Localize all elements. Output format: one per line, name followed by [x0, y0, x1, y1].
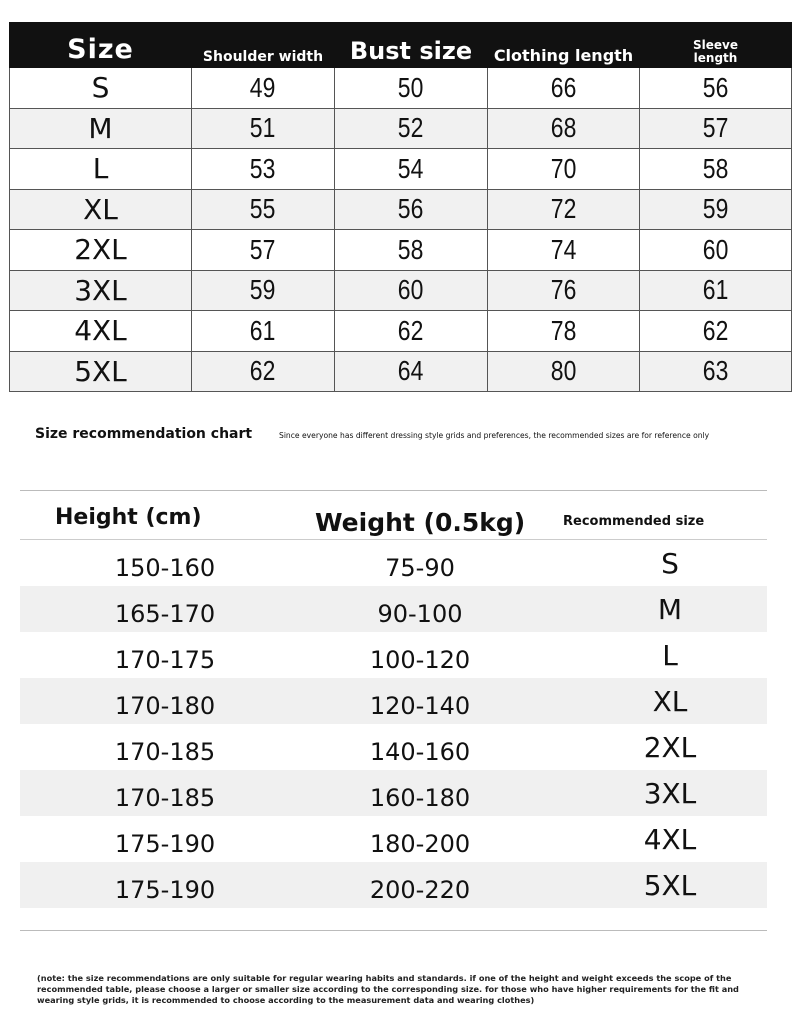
size-table-header-row — [10, 23, 792, 68]
height-value: 170-180 — [114, 692, 216, 720]
header-sleeve-line1: Sleeve — [693, 38, 738, 52]
sleeve-value: 60 — [702, 233, 729, 265]
sleeve-cell — [640, 68, 792, 109]
shoulder-cell — [192, 189, 335, 230]
size-cell: XL — [10, 189, 192, 230]
bust-value: 50 — [398, 71, 424, 103]
shoulder-cell — [192, 351, 335, 392]
bust-cell — [335, 189, 488, 230]
height-value: 170-185 — [114, 784, 216, 812]
length-cell — [488, 108, 640, 149]
size-value: 3XL — [643, 777, 697, 810]
sleeve-value: 62 — [702, 314, 729, 346]
bust-value: 54 — [398, 152, 424, 184]
shoulder-value: 62 — [250, 355, 276, 387]
recommendation-header-row — [20, 491, 767, 540]
size-value: 2XL — [643, 731, 697, 764]
bust-cell — [335, 230, 488, 271]
size-cell: 2XL — [10, 230, 192, 271]
size-cell: 4XL — [10, 311, 192, 352]
recommendation-bottom-rule — [20, 908, 767, 931]
length-cell — [488, 189, 640, 230]
length-value: 76 — [550, 274, 577, 306]
sleeve-value: 58 — [702, 152, 729, 184]
table-row — [20, 540, 767, 586]
length-cell — [488, 149, 640, 190]
bust-value: 62 — [398, 314, 424, 346]
size-table — [9, 22, 792, 392]
shoulder-value: 53 — [250, 152, 276, 184]
shoulder-value: 61 — [250, 314, 276, 346]
header-sleeve-line2: length — [693, 51, 738, 65]
bust-cell — [335, 149, 488, 190]
size-value: XL — [652, 685, 688, 718]
length-value: 70 — [550, 152, 577, 184]
height-value: 175-190 — [114, 876, 216, 904]
header-sleeve-length — [640, 23, 792, 68]
header-size: Size — [10, 23, 192, 68]
size-value: 4XL — [643, 823, 697, 856]
length-cell — [488, 68, 640, 109]
bust-value: 52 — [398, 112, 424, 144]
bust-cell — [335, 108, 488, 149]
size-cell: L — [10, 149, 192, 190]
height-value: 150-160 — [114, 554, 216, 582]
size-value: S — [661, 547, 679, 580]
size-cell: S — [10, 68, 192, 109]
table-row — [20, 770, 767, 816]
height-value: 170-175 — [114, 646, 216, 674]
header-recommended-size: Recommended size — [563, 514, 705, 529]
shoulder-value: 49 — [250, 71, 276, 103]
length-cell — [488, 270, 640, 311]
length-value: 80 — [550, 355, 577, 387]
bust-value: 64 — [398, 355, 424, 387]
footnote: (note: the size recommendations are only suitable for regular wearing habits and standards. if one of the height and weight exceeds the scope of the recommended table, please choose a larger or smaller size according to the corresponding size. for those who have higher requirements for the fit and wearing style grids, it is recommended to choose according to the measurement data and wearing clothes) — [37, 973, 739, 1005]
shoulder-cell — [192, 311, 335, 352]
sleeve-cell — [640, 230, 792, 271]
table-row — [10, 311, 792, 352]
sleeve-cell — [640, 108, 792, 149]
weight-value: 140-160 — [369, 738, 471, 766]
weight-value: 160-180 — [369, 784, 471, 812]
bust-cell — [335, 68, 488, 109]
height-value: 165-170 — [114, 600, 216, 628]
shoulder-value: 51 — [250, 112, 276, 144]
sleeve-cell — [640, 149, 792, 190]
header-bust-size: Bust size — [335, 23, 488, 68]
sleeve-value: 61 — [702, 274, 729, 306]
length-cell — [488, 311, 640, 352]
shoulder-value: 57 — [250, 233, 276, 265]
table-row — [20, 816, 767, 862]
shoulder-value: 59 — [250, 274, 276, 306]
sleeve-cell — [640, 270, 792, 311]
size-cell: M — [10, 108, 192, 149]
recommendation-table — [20, 490, 767, 931]
length-value: 78 — [550, 314, 577, 346]
sleeve-cell — [640, 311, 792, 352]
length-value: 68 — [550, 112, 577, 144]
length-value: 66 — [550, 71, 577, 103]
sleeve-cell — [640, 189, 792, 230]
shoulder-cell — [192, 270, 335, 311]
shoulder-cell — [192, 230, 335, 271]
sleeve-value: 56 — [702, 71, 729, 103]
size-cell: 3XL — [10, 270, 192, 311]
shoulder-value: 55 — [250, 193, 276, 225]
shoulder-cell — [192, 68, 335, 109]
bust-value: 60 — [398, 274, 424, 306]
weight-value: 120-140 — [369, 692, 471, 720]
table-row — [10, 270, 792, 311]
sleeve-value: 59 — [702, 193, 729, 225]
height-value: 170-185 — [114, 738, 216, 766]
table-row — [10, 230, 792, 271]
length-cell — [488, 230, 640, 271]
table-row — [10, 108, 792, 149]
size-value: L — [662, 639, 678, 672]
table-row — [20, 678, 767, 724]
height-value: 175-190 — [114, 830, 216, 858]
bust-value: 58 — [398, 233, 424, 265]
length-value: 74 — [550, 233, 577, 265]
table-row — [10, 68, 792, 109]
table-row — [10, 149, 792, 190]
recommendation-disclaimer: Since everyone has different dressing style grids and preferences, the recommended sizes are for reference only — [279, 431, 710, 440]
weight-value: 100-120 — [369, 646, 471, 674]
header-weight: Weight (0.5kg) — [315, 508, 526, 537]
bust-cell — [335, 311, 488, 352]
bust-cell — [335, 270, 488, 311]
table-row — [20, 586, 767, 632]
size-value: 5XL — [643, 869, 697, 902]
header-height: Height (cm) — [55, 505, 202, 530]
shoulder-cell — [192, 108, 335, 149]
table-row — [20, 632, 767, 678]
sleeve-value: 57 — [702, 112, 729, 144]
header-clothing-length: Clothing length — [488, 23, 640, 68]
header-shoulder-width: Shoulder width — [192, 23, 335, 68]
recommendation-rows — [20, 540, 767, 908]
table-row — [20, 724, 767, 770]
weight-value: 180-200 — [369, 830, 471, 858]
table-row — [20, 862, 767, 908]
sleeve-cell — [640, 351, 792, 392]
bust-cell — [335, 351, 488, 392]
recommendation-title: Size recommendation chart — [35, 426, 253, 442]
table-row — [10, 189, 792, 230]
sleeve-value: 63 — [702, 355, 729, 387]
size-cell: 5XL — [10, 351, 192, 392]
bust-value: 56 — [398, 193, 424, 225]
weight-value: 200-220 — [369, 876, 471, 904]
shoulder-cell — [192, 149, 335, 190]
length-cell — [488, 351, 640, 392]
table-row — [10, 351, 792, 392]
size-value: M — [657, 593, 683, 626]
weight-value: 90-100 — [377, 600, 463, 628]
weight-value: 75-90 — [385, 554, 455, 582]
length-value: 72 — [550, 193, 577, 225]
